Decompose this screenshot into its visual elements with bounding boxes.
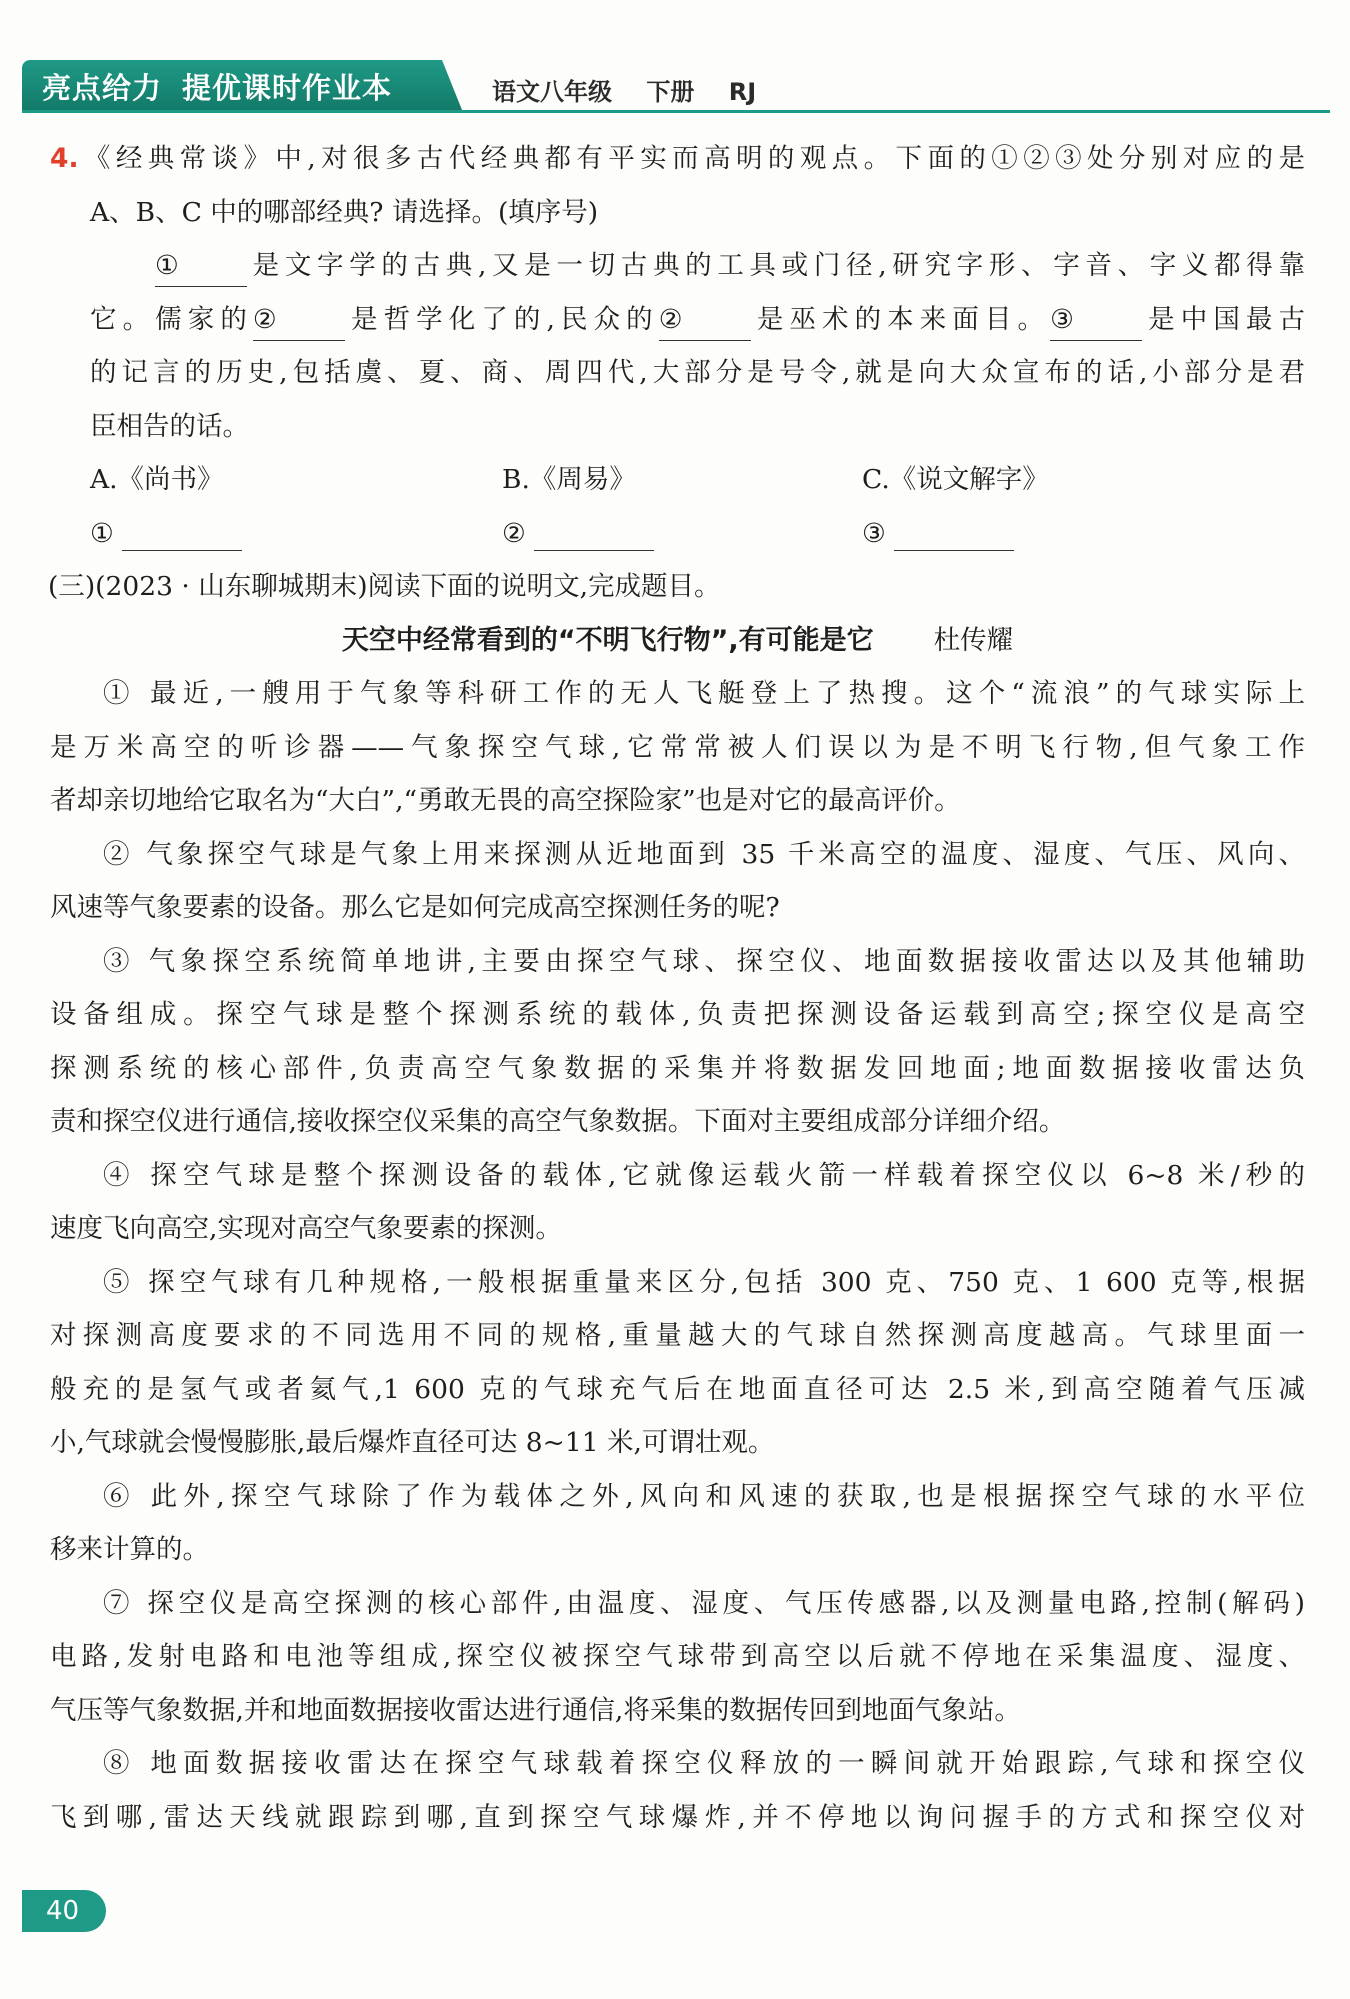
question-4-stem-line-2: A、B、C 中的哪部经典? 请选择。(填序号) (90, 196, 599, 228)
blank-3[interactable]: ③ (1050, 300, 1142, 341)
option-b: B.《周易》 (502, 464, 636, 495)
article-line: 般充的是氢气或者氦气,1 600 克的气球充气后在地面直径可达 2.5 米,到高空随着气压减 (50, 1373, 1305, 1405)
passage-text-2d: 是中国最古 (1142, 303, 1306, 335)
article-line: 者却亲切地给它取名为“大白”,“勇敢无畏的高空探险家”也是对它的最高评价。 (50, 785, 961, 816)
article-line: 速度飞向高空,实现对高空气象要素的探测。 (50, 1213, 562, 1244)
article-line: ① 最近,一艘用于气象等科研工作的无人飞艇登上了热搜。这个“流浪”的气球实际上 (103, 678, 1305, 709)
question-number: 4. (50, 143, 79, 174)
passage-line-3: 的记言的历史,包括虞、夏、商、周四代,大部分是号令,就是向大众宣布的话,小部分是君 (90, 357, 1305, 388)
answer-3 (862, 507, 1014, 561)
article-title: 天空中经常看到的“不明飞行物”,有可能是它 (341, 624, 874, 656)
answer-3-label: ③ (862, 517, 886, 549)
answer-1-line[interactable] (122, 518, 242, 551)
section-3-intro: (三)(2023 · 山东聊城期末)阅读下面的说明文,完成题目。 (48, 571, 721, 602)
option-a: A.《尚书》 (90, 464, 224, 495)
article-body (50, 667, 1305, 1844)
article-line: 小,气球就会慢慢膨胀,最后爆炸直径可达 8~11 米,可谓壮观。 (50, 1427, 775, 1458)
answer-2-line[interactable] (534, 518, 654, 551)
article-line: ⑧ 地面数据接收雷达在探空气球载着探空仪释放的一瞬间就开始跟踪,气球和探空仪 (103, 1748, 1305, 1779)
passage-text-2a: 它。儒家的 (90, 303, 253, 335)
option-c: C.《说文解字》 (862, 464, 1049, 495)
question-4-stem-line-1 (50, 132, 1305, 186)
answer-2 (502, 507, 654, 561)
brand-title (42, 66, 392, 107)
passage-text-2c: 是巫术的本来面目。 (750, 303, 1051, 335)
page-content (50, 132, 1305, 1844)
question-4-stem-text-1: 《经典常谈》中,对很多古代经典都有平实而高明的观点。下面的①②③处分别对应的是 (78, 143, 1305, 174)
page-header (22, 60, 1330, 112)
article-author: 杜传耀 (933, 624, 1014, 656)
article-title-line (50, 614, 1305, 668)
article-line: ⑥ 此外,探空气球除了作为载体之外,风向和风速的获取,也是根据探空气球的水平位 (103, 1480, 1305, 1512)
blank-1[interactable]: ① (155, 246, 247, 287)
article-line: 是万米高空的听诊器——气象探空气球,它常常被人们误以为是不明飞行物,但气象工作 (50, 731, 1305, 763)
article-line: ⑦ 探空仪是高空探测的核心部件,由温度、湿度、气压传感器,以及测量电路,控制(解码) (103, 1587, 1305, 1619)
passage-line-4: 臣相告的话。 (90, 410, 249, 442)
answer-1 (90, 507, 242, 561)
article-line: 飞到哪,雷达天线就跟踪到哪,直到探空气球爆炸,并不停地以询问握手的方式和探空仪对 (50, 1801, 1305, 1833)
article-line: 探测系统的核心部件,负责高空气象数据的采集并将数据发回地面;地面数据接收雷达负 (50, 1052, 1305, 1084)
subject-info (492, 72, 782, 107)
page-number: 40 (22, 1890, 106, 1932)
blank-2a[interactable]: ② (253, 300, 345, 341)
article-line: 对探测高度要求的不同选用不同的规格,重量越大的气球自然探测高度越高。气球里面一 (50, 1320, 1305, 1351)
answer-1-label: ① (90, 517, 114, 549)
answers-row (50, 507, 1305, 561)
header-divider (22, 110, 1330, 113)
passage-line-2 (50, 293, 1305, 347)
subject-grade: 语文八年级 (492, 78, 612, 106)
brand-title-1: 亮点给力 (42, 71, 163, 105)
blank-2b[interactable]: ② (659, 300, 751, 341)
passage-text-2b: 是哲学化了的,民众的 (344, 303, 659, 335)
passage-line-1 (50, 239, 1305, 293)
subject-volume: 下册 (646, 78, 695, 106)
article-line: ② 气象探空气球是气象上用来探测从近地面到 35 千米高空的温度、湿度、气压、风向、 (103, 838, 1305, 870)
passage-text-1: 是文字学的古典,又是一切古典的工具或门径,研究字形、字音、字义都得靠 (247, 250, 1305, 281)
brand-title-2: 提优课时作业本 (182, 71, 393, 105)
subject-edition: RJ (728, 78, 757, 106)
article-line: 风速等气象要素的设备。那么它是如何完成高空探测任务的呢? (50, 892, 780, 923)
answer-2-label: ② (502, 517, 526, 549)
options-row (50, 453, 1305, 507)
article-line: ⑤ 探空气球有几种规格,一般根据重量来区分,包括 300 克、750 克、1 600 克等,根据 (103, 1266, 1305, 1298)
article-line: 责和探空仪进行通信,接收探空仪采集的高空气象数据。下面对主要组成部分详细介绍。 (50, 1106, 1066, 1137)
article-line: ③ 气象探空系统简单地讲,主要由探空气球、探空仪、地面数据接收雷达以及其他辅助 (103, 945, 1305, 977)
answer-3-line[interactable] (894, 518, 1014, 551)
article-line: 设备组成。探空气球是整个探测系统的载体,负责把探测设备运载到高空;探空仪是高空 (50, 999, 1305, 1030)
article-line: 气压等气象数据,并和地面数据接收雷达进行通信,将采集的数据传回到地面气象站。 (50, 1694, 1021, 1726)
article-line: ④ 探空气球是整个探测设备的载体,它就像运载火箭一样载着探空仪以 6~8 米/秒的 (103, 1159, 1305, 1191)
article-line: 电路,发射电路和电池等组成,探空仪被探空气球带到高空以后就不停地在采集温度、湿度、 (50, 1641, 1305, 1672)
article-line: 移来计算的。 (50, 1534, 209, 1565)
